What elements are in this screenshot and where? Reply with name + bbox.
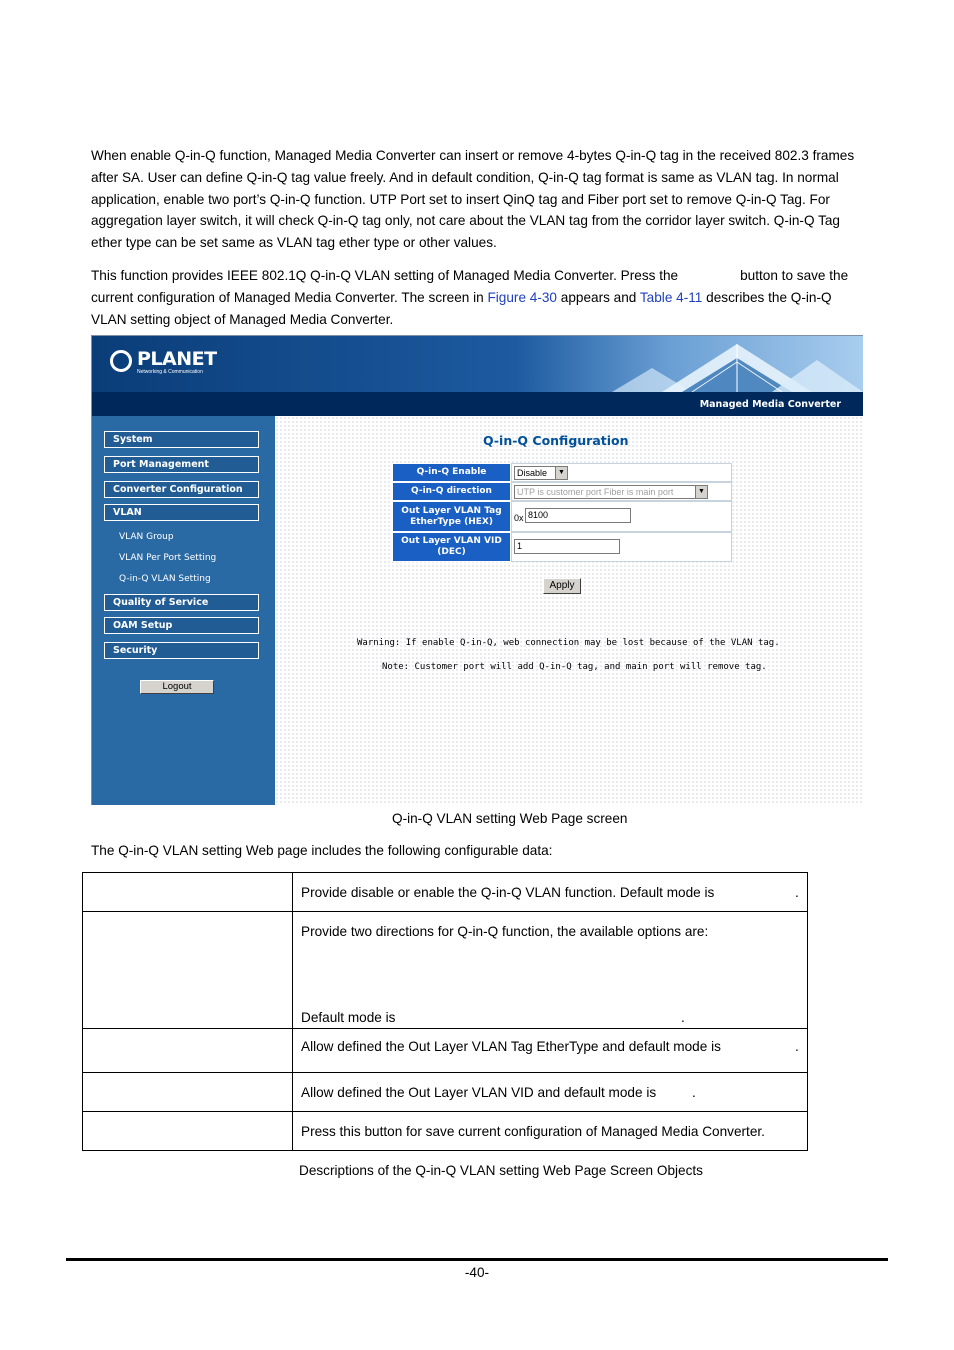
chevron-down-icon: ▼ xyxy=(695,486,707,498)
page-title: Q-in-Q Configuration xyxy=(483,433,629,448)
row5-text: Press this button for save current configuration of Managed Media Converter. xyxy=(301,1124,765,1139)
row2-text2: Default mode is xyxy=(301,1010,396,1025)
footer-rule xyxy=(66,1258,888,1261)
row2-end: . xyxy=(681,1010,685,1025)
table-intro: The Q-in-Q VLAN setting Web page includes the following configurable data: xyxy=(91,843,553,858)
ethertype-input[interactable]: 8100 xyxy=(525,508,631,523)
chevron-down-icon: ▼ xyxy=(555,467,567,479)
table-link[interactable]: Table 4-11 xyxy=(639,289,703,305)
description-cell xyxy=(293,873,808,912)
logo-globe-icon xyxy=(110,350,132,372)
logo-text: PLANET xyxy=(137,348,217,370)
description-cell xyxy=(293,912,808,1029)
intro-p2-text-3: appears and xyxy=(560,289,637,305)
menu-converter-configuration[interactable]: Converter Configuration xyxy=(104,481,259,498)
menu-security[interactable]: Security xyxy=(104,642,259,659)
menu-vlan[interactable]: VLAN xyxy=(104,504,259,521)
object-cell xyxy=(83,1029,293,1073)
qinq-direction-select[interactable] xyxy=(514,485,708,499)
row1-text: Provide disable or enable the Q-in-Q VLAN function. Default mode is xyxy=(301,885,715,900)
page-number: -40- xyxy=(464,1265,490,1280)
row2-text1: Provide two directions for Q-in-Q function, the available options are: xyxy=(301,924,709,939)
apply-button[interactable]: Apply xyxy=(543,578,581,594)
logout-button[interactable]: Logout xyxy=(140,680,214,694)
submenu-qinq-vlan[interactable]: Q-in-Q VLAN Setting xyxy=(119,574,211,584)
row1-end: . xyxy=(795,885,799,900)
vid-label xyxy=(392,532,511,562)
figure-caption: Q-in-Q VLAN setting Web Page screen xyxy=(392,811,628,826)
description-cell xyxy=(293,1029,808,1073)
warning-text: Warning: If enable Q-in-Q, web connection may be lost because of the VLAN tag. xyxy=(357,638,780,648)
ethertype-label-line1: Out Layer VLAN Tag xyxy=(401,505,502,516)
intro-p2-text-2: button to save the current configuration of Managed Media Converter. The screen in xyxy=(91,268,849,305)
table-row xyxy=(83,1029,808,1073)
note-text: Note: Customer port will add Q-in-Q tag, and main port will remove tag. xyxy=(382,662,767,672)
banner xyxy=(92,336,863,392)
ethertype-prefix: 0x xyxy=(514,513,524,523)
menu-qos[interactable]: Quality of Service xyxy=(104,594,259,611)
web-ui-screenshot xyxy=(91,335,863,805)
menu-oam-setup[interactable]: OAM Setup xyxy=(104,617,259,634)
vid-label-line2: (DEC) xyxy=(437,547,466,557)
intro-p2-text-4: describes the Q-in-Q VLAN setting object of Managed Media Converter. xyxy=(91,289,832,327)
row3-end: . xyxy=(795,1039,799,1054)
building-roof-graphic xyxy=(572,340,863,392)
menu-system[interactable]: System xyxy=(104,431,259,448)
object-cell xyxy=(83,1073,293,1112)
device-title: Managed Media Converter xyxy=(699,399,841,410)
table-row xyxy=(83,912,808,1029)
row4-end: . xyxy=(692,1085,696,1100)
intro-p2-text-1: This function provides IEEE 802.1Q Q-in-Q VLAN setting of Managed Media Converter. Press the xyxy=(91,268,679,283)
row3-text: Allow defined the Out Layer VLAN Tag EtherType and default mode is xyxy=(301,1039,721,1054)
table-row xyxy=(83,1073,808,1112)
object-cell xyxy=(83,912,293,1029)
vid-cell xyxy=(511,532,732,562)
sidebar xyxy=(92,416,275,805)
qinq-direction-label: Q-in-Q direction xyxy=(392,482,511,501)
intro-paragraph-2 xyxy=(91,265,863,330)
description-cell xyxy=(293,1112,808,1151)
vid-input[interactable]: 1 xyxy=(514,539,620,554)
menu-port-management[interactable]: Port Management xyxy=(104,456,259,473)
content-area xyxy=(275,416,863,805)
ethertype-label-line2: EtherType (HEX) xyxy=(410,516,493,527)
intro-paragraph-1: When enable Q-in-Q function, Managed Media Converter can insert or remove 4-bytes Q-in-Q tag in the received 802.3 frames after SA. User can define Q-in-Q tag value freely. And in default condition, Q-in-Q tag format is same as VLAN tag. In normal application, enable two port’s Q-in-Q function. UTP Port set to insert QinQ tag and Fiber port set to remove Q-in-Q Tag. For aggregation layer switch, it will check Q-in-Q tag only, not care about the VLAN tag from the corridor layer switch. Q-in-Q Tag ether type can be set same as VLAN tag ether type or other values. xyxy=(91,148,855,251)
object-cell xyxy=(83,1112,293,1151)
submenu-vlan-per-port[interactable]: VLAN Per Port Setting xyxy=(119,553,217,563)
header-bar xyxy=(92,392,863,416)
qinq-enable-label: Q-in-Q Enable xyxy=(392,463,511,482)
description-table xyxy=(82,872,808,1151)
qinq-direction-value: UTP is customer port Fiber is main port xyxy=(517,487,674,497)
table-row xyxy=(83,1112,808,1151)
row4-text: Allow defined the Out Layer VLAN VID and default mode is xyxy=(301,1085,657,1100)
qinq-enable-cell xyxy=(511,463,732,482)
qinq-enable-select[interactable] xyxy=(514,466,568,480)
figure-link[interactable]: Figure 4-30 xyxy=(487,289,557,305)
qinq-enable-value: Disable xyxy=(517,468,548,478)
ethertype-cell xyxy=(511,501,732,532)
vid-label-line1: Out Layer VLAN VID xyxy=(401,536,502,546)
logo-subtext: Networking & Communication xyxy=(137,369,203,375)
ethertype-label xyxy=(392,501,511,532)
submenu-vlan-group[interactable]: VLAN Group xyxy=(119,532,174,542)
description-cell xyxy=(293,1073,808,1112)
qinq-direction-cell xyxy=(511,482,732,501)
table-row xyxy=(83,873,808,912)
table-caption: Descriptions of the Q-in-Q VLAN setting Web Page Screen Objects xyxy=(299,1163,703,1178)
object-cell xyxy=(83,873,293,912)
